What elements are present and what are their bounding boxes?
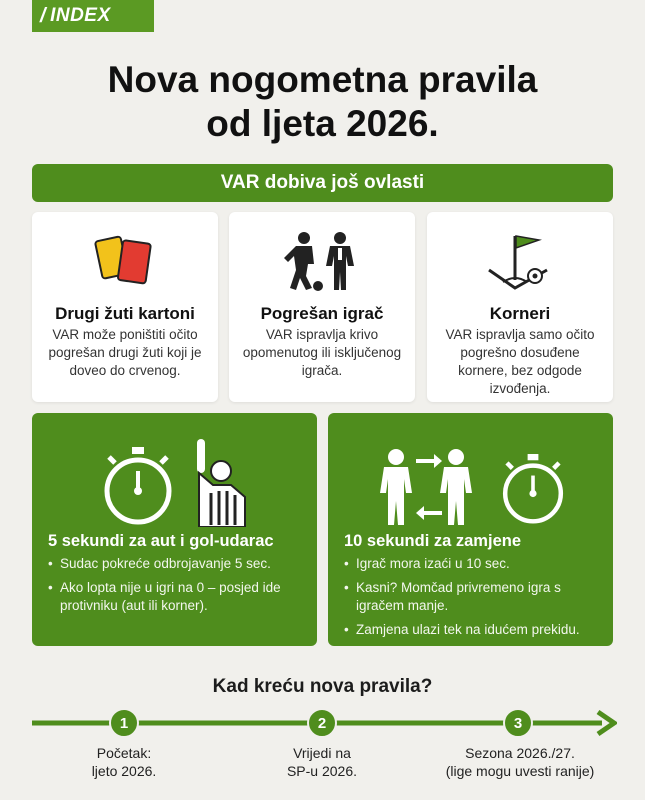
logo-slash-icon: / — [40, 4, 47, 27]
timeline-number: 3 — [513, 715, 523, 732]
card-wrong-player — [229, 212, 415, 402]
panel-icons — [328, 435, 613, 527]
page-title — [0, 58, 645, 146]
when-title: Kad kreću nova pravila? — [212, 676, 433, 697]
bullet-item: • Ako lopta nije u igri na 0 – posjed ide protivniku (aut ili korner). — [48, 579, 309, 615]
timeline-label-line: (lige mogu uvesti ranije) — [445, 763, 595, 779]
panel-title: 10 sekundi za zamjene — [344, 532, 521, 550]
card-second-yellow — [32, 212, 218, 402]
card-title: Pogrešan igrač — [260, 304, 384, 323]
card-corners — [427, 212, 613, 402]
card-text: VAR ispravlja samo očito pogrešno dosuđene kornere, bez odgode izvođenja. — [445, 327, 595, 396]
card-title: Korneri — [489, 304, 551, 323]
panel-bullets — [48, 555, 309, 621]
timeline-label-line: SP-u 2026. — [286, 763, 358, 779]
timeline-label-line: Početak: — [96, 745, 152, 761]
players-referee-icon — [229, 230, 415, 294]
panel-icons — [32, 435, 317, 527]
timeline-label-line: Sezona 2026./27. — [465, 745, 575, 761]
timeline-step-2 — [308, 709, 336, 737]
yellow-red-cards-icon — [32, 230, 218, 294]
index-logo[interactable] — [32, 0, 154, 32]
timeline-step-3 — [504, 709, 532, 737]
referee-raised-arm-icon — [191, 435, 251, 527]
timeline-label-line: Vrijedi na — [293, 745, 351, 761]
timeline — [32, 706, 617, 740]
timeline-step-1 — [110, 709, 138, 737]
panel-10-seconds — [328, 413, 613, 646]
card-text: VAR može poništiti očito pogrešan drugi žuti koji je doveo do crvenog. — [48, 327, 202, 378]
panel-5-seconds — [32, 413, 317, 646]
timeline-label-3 — [425, 744, 615, 780]
stopwatch-icon — [99, 445, 177, 527]
timeline-number: 1 — [119, 715, 129, 732]
bullet-item: • Igrač mora izaći u 10 sec. — [344, 555, 605, 573]
panel-bullets — [344, 555, 605, 645]
card-text: VAR ispravlja krivo opomenutog ili isključenog igrača. — [242, 327, 402, 378]
corner-flag-icon — [427, 230, 613, 294]
timeline-number: 2 — [317, 715, 327, 732]
stopwatch-icon — [498, 451, 568, 527]
timeline-label-line: ljeto 2026. — [91, 763, 157, 779]
title-line-2: od ljeta 2026. — [206, 103, 439, 144]
var-section-banner: VAR dobiva još ovlasti — [32, 164, 613, 202]
substitution-icon — [374, 441, 484, 527]
timeline-label-2 — [242, 744, 402, 780]
logo-text: INDEX — [50, 5, 111, 26]
bullet-item: • Zamjena ulazi tek na idućem prekidu. — [344, 621, 605, 639]
bullet-item: • Kasni? Momčad privremeno igra s igračem manje. — [344, 579, 605, 615]
title-line-1: Nova nogometna pravila — [107, 59, 538, 100]
timeline-label-1 — [44, 744, 204, 780]
bullet-item: • Sudac pokreće odbrojavanje 5 sec. — [48, 555, 309, 573]
panel-title: 5 sekundi za aut i gol-udarac — [48, 532, 274, 550]
card-title: Drugi žuti kartoni — [55, 304, 195, 323]
